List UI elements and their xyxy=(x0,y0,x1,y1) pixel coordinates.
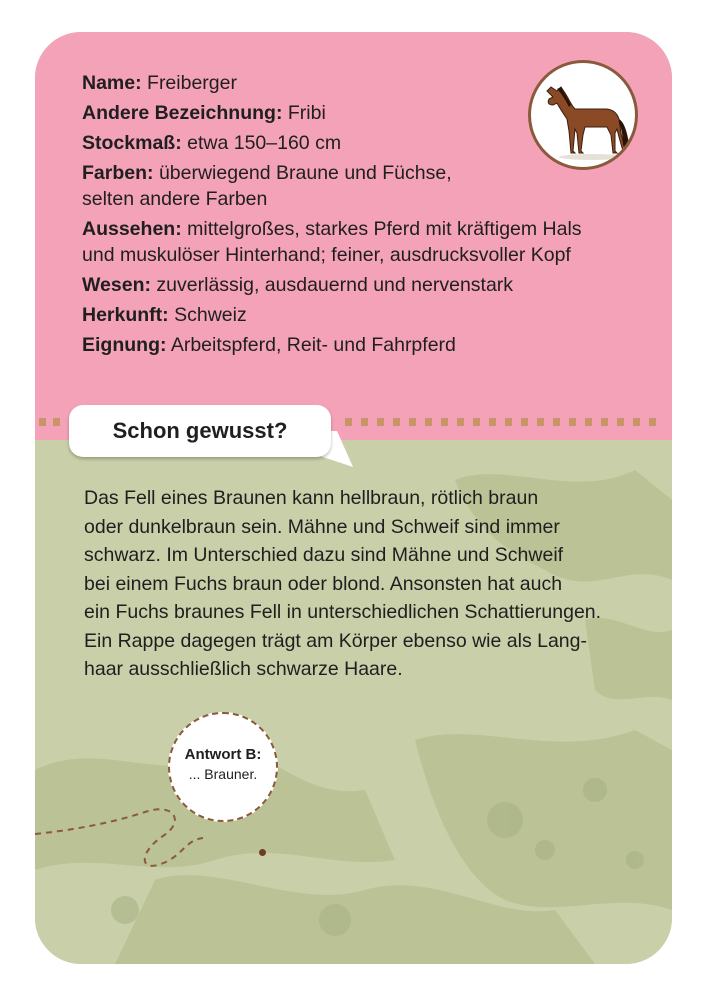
fact-colors: Farben: überwiegend Braune und Füchse, selten andere Farben xyxy=(82,162,452,210)
fun-fact-line: oder dunkelbraun sein. Mähne und Schweif sind immer xyxy=(84,515,560,538)
fact-name: Name: Freiberger xyxy=(82,72,237,94)
fun-fact-text xyxy=(84,484,644,684)
fun-fact-line: ein Fuchs braunes Fell in unterschiedlichen Schattierungen. xyxy=(84,601,602,623)
bubble-title: Schon gewusst? xyxy=(112,418,288,443)
fact-temperament: Wesen: zuverlässig, ausdauernd und nervenstark xyxy=(82,274,514,296)
answer-value: ... Brauner. xyxy=(188,766,258,782)
fun-fact-line: bei einem Fuchs braun oder blond. Ansonsten hat auch xyxy=(84,572,563,595)
fun-fact-line: schwarz. Im Unterschied dazu sind Mähne und Schweif xyxy=(84,544,564,566)
fun-fact-line: Ein Rappe dagegen trägt am Körper ebenso wie als Lang- xyxy=(84,629,587,652)
fact-origin: Herkunft: Schweiz xyxy=(82,304,247,326)
fun-fact-line: Das Fell eines Braunen kann hellbraun, rötlich braun xyxy=(84,487,539,509)
fact-suitability: Eignung: Arbeitspferd, Reit- und Fahrpferd xyxy=(82,334,456,356)
fact-height: Stockmaß: etwa 150–160 cm xyxy=(82,132,342,154)
horse-icon xyxy=(531,63,635,167)
fun-fact-line: haar ausschließlich schwarze Haare. xyxy=(84,658,403,680)
answer-label: Antwort B: xyxy=(184,746,262,763)
horse-portrait xyxy=(528,60,638,170)
path-end-dot xyxy=(259,849,266,856)
fact-other-name: Andere Bezeichnung: Fribi xyxy=(82,102,326,124)
answer-circle xyxy=(168,712,278,822)
horse-card xyxy=(35,32,672,964)
speech-bubble xyxy=(69,405,331,457)
fact-appearance: Aussehen: mittelgroßes, starkes Pferd mit kräftigem Hals und muskulöser Hinterhand; feiner, ausdrucksvoller Kopf xyxy=(82,218,582,266)
facts-list xyxy=(82,70,602,362)
